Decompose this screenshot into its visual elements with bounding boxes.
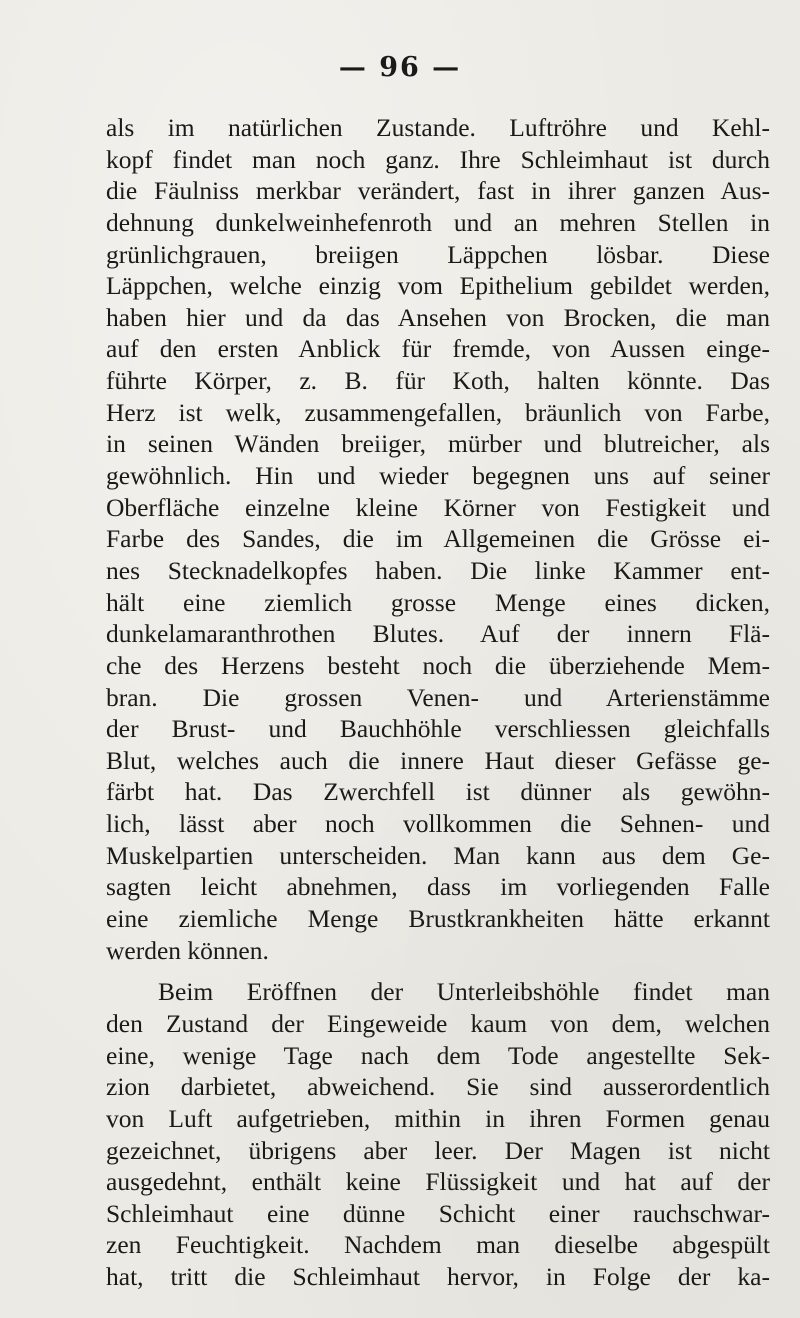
text-line: haben hier und da das Ansehen von Brocken, die man [106, 302, 770, 332]
text-line: zion darbietet, abweichend. Sie sind ausserordentlich [106, 1072, 770, 1102]
text-line: in seinen Wänden breiiger, mürber und blutreicher, als [106, 429, 770, 459]
text-line: nes Stecknadelkopfes haben. Die linke Kammer ent- [106, 555, 770, 585]
text-line: hält eine ziemlich grosse Menge eines dicken, [106, 587, 770, 617]
text-line: dehnung dunkelweinhefenroth und an mehren Stellen in [106, 207, 770, 237]
text-line: der Brust- und Bauchhöhle verschliessen gleichfalls [106, 714, 770, 744]
text-line: führte Körper, z. B. für Koth, halten könnte. Das [106, 366, 770, 396]
text-line: Blut, welches auch die innere Haut dieser Gefässe ge- [106, 745, 770, 775]
paragraph-end-line: werden können. [106, 935, 269, 965]
text-line: als im natürlichen Zustande. Luftröhre und Kehl- [106, 113, 770, 142]
text-line: lich, lässt aber noch vollkommen die Sehnen- und [106, 809, 770, 839]
text-line: sagten leicht abnehmen, dass im vorliegenden Falle [106, 872, 770, 902]
text-line: die Fäulniss merkbar verändert, fast in ihrer ganzen Aus- [106, 176, 770, 206]
text-line: Muskelpartien unterscheiden. Man kann aus dem Ge- [106, 840, 770, 870]
text-line: Schleimhaut eine dünne Schicht einer rauchschwar- [106, 1198, 770, 1228]
text-line: gewöhnlich. Hin und wieder begegnen uns auf seiner [106, 461, 770, 491]
text-line: zen Feuchtigkeit. Nachdem man dieselbe abgespült [106, 1230, 770, 1260]
text-line: von Luft aufgetrieben, mithin in ihren Formen genau [106, 1103, 770, 1133]
text-line: dunkelamaranthrothen Blutes. Auf der innern Flä- [106, 619, 770, 649]
text-line: Oberfläche einzelne kleine Körner von Festigkeit und [106, 492, 770, 522]
text-line: hat, tritt die Schleimhaut hervor, in Folge der ka- [106, 1262, 770, 1292]
text-line: che des Herzens besteht noch die überziehende Mem- [106, 650, 770, 680]
text-line: den Zustand der Eingeweide kaum von dem, welchen [106, 1008, 770, 1038]
paragraph-gap [106, 966, 770, 976]
page-number-header: — 96 — [338, 52, 462, 83]
text-line: grünlichgrauen, breiigen Läppchen lösbar. Diese [106, 239, 770, 269]
text-line: färbt hat. Das Zwerchfell ist dünner als gewöhn- [106, 777, 770, 807]
text-line: ausgedehnt, enthält keine Flüssigkeit und hat auf der [106, 1167, 770, 1197]
text-line: Farbe des Sandes, die im Allgemeinen die Grösse ei- [106, 524, 770, 554]
text-body [106, 112, 770, 1293]
text-line: kopf findet man noch ganz. Ihre Schleimhaut ist durch [106, 144, 770, 174]
text-line: Läppchen, welche einzig vom Epithelium gebildet werden, [106, 271, 770, 301]
text-line: auf den ersten Anblick für fremde, von Aussen einge- [106, 334, 770, 364]
text-line: bran. Die grossen Venen- und Arterienstämme [106, 682, 770, 712]
paragraph-start-line: Beim Eröffnen der Unterleibshöhle findet man [158, 977, 770, 1007]
text-line: Herz ist welk, zusammengefallen, bräunlich von Farbe, [106, 397, 770, 427]
text-line: gezeichnet, übrigens aber leer. Der Magen ist nicht [106, 1135, 770, 1165]
text-line: eine, wenige Tage nach dem Tode angestellte Sek- [106, 1040, 770, 1070]
text-line: eine ziemliche Menge Brustkrankheiten hätte erkannt [106, 904, 770, 934]
